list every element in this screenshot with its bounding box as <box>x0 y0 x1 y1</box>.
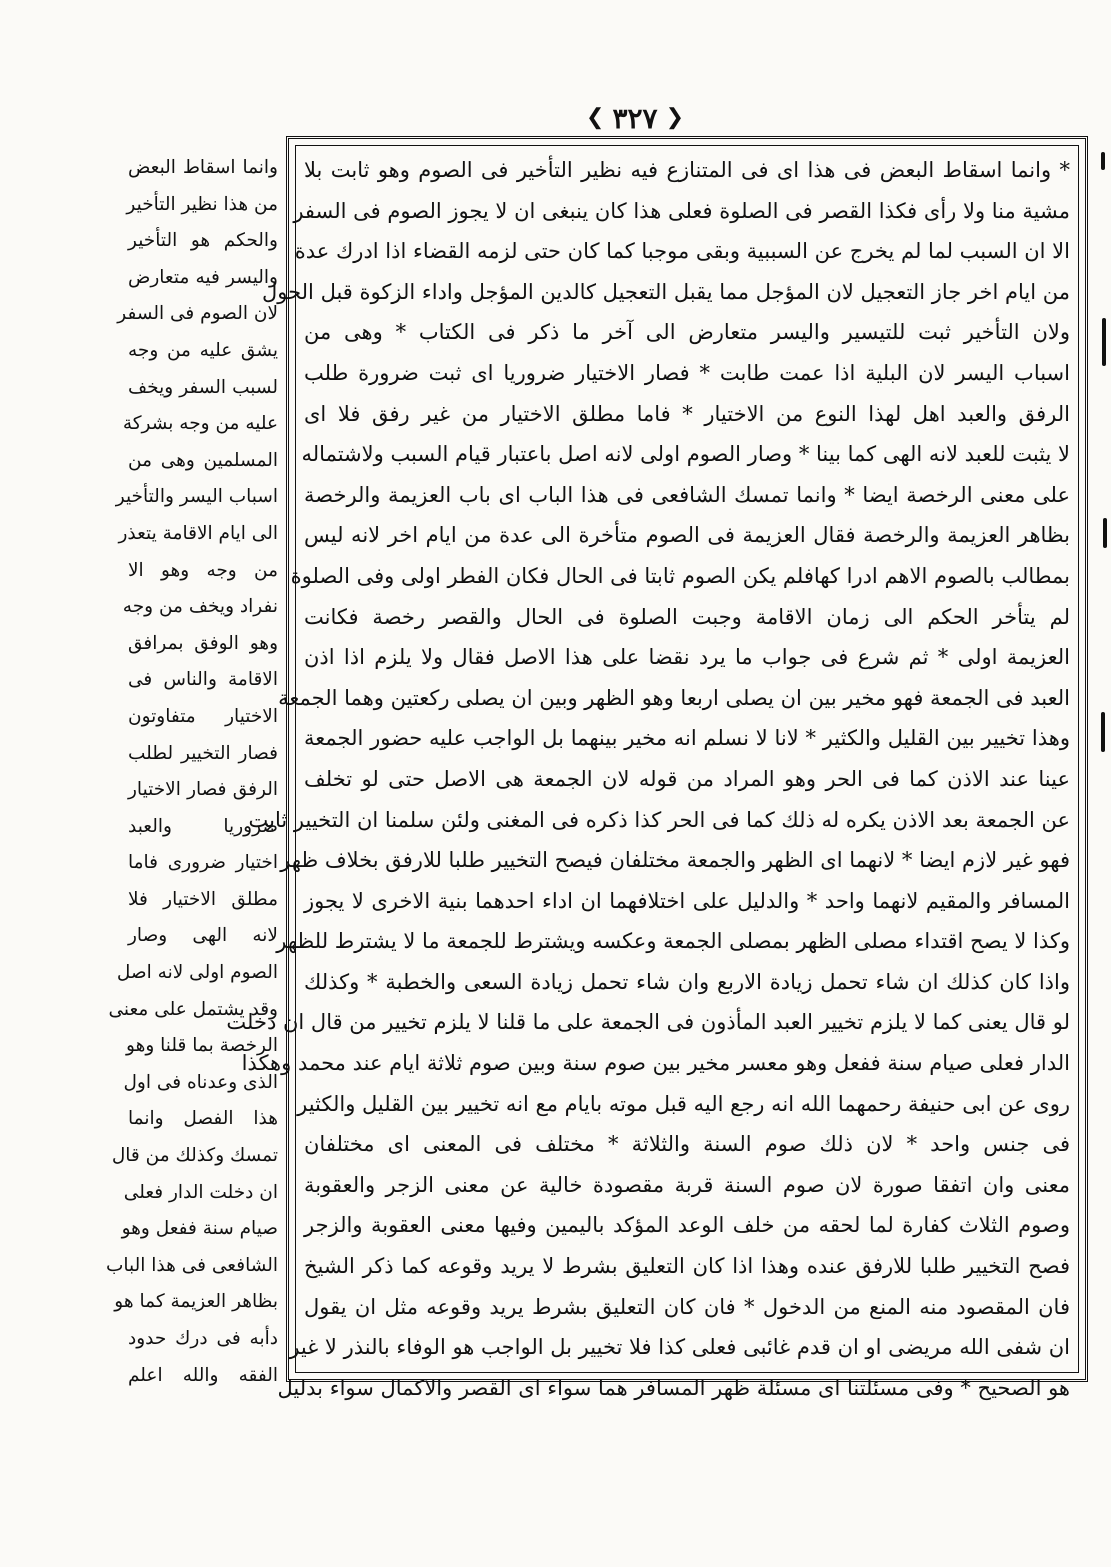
main-text-line: فان المقصود منه المنع من الدخول * فان كان التعليق بشرط يريد وقوعه مثل ان يقول <box>304 1294 1070 1319</box>
ornament-left-icon: ❮ <box>586 105 605 130</box>
main-text-line: من ايام اخر جاز التعجيل لان المؤجل مما يقبل التعجيل كالدين المؤجل واداء الزكوة قبل الحول <box>262 279 1070 304</box>
page-number: ٣٢٧ <box>612 101 658 135</box>
side-text-line: دأبه فى درك حدود <box>128 1328 278 1349</box>
right-edge-mark <box>1101 712 1105 752</box>
side-text-line: اختيار ضرورى فاما <box>128 852 278 874</box>
side-text-line: فصار التخيير لطلب <box>128 742 278 764</box>
side-text-line: ضروريا والعبد <box>128 815 278 837</box>
main-text-line: * وانما اسقاط البعض فى هذا اى فى المتنازع فيه نظير التأخير فى الصوم وهو ثابت بلا <box>304 158 1070 182</box>
main-text-line: الا ان السبب لما لم يخرج عن السببية وبقى موجبا كما كان حتى لزمه القضاء اذا ادرك عدة <box>294 239 1070 264</box>
main-text-line: وصوم الثلاث كفارة لما لحقه من خلف الوعد المؤكد باليمين وفيها معنى العقوبة والزجر <box>304 1213 1070 1238</box>
right-edge-mark <box>1102 318 1106 366</box>
side-text-line: ان دخلت الدار فعلى <box>123 1181 278 1203</box>
main-text-line: فى جنس واحد * لان ذلك صوم السنة والثلاثة * مختلف فى المعنى اى مختلفان <box>304 1132 1070 1157</box>
side-text-line: واليسر فيه متعارض <box>128 266 278 288</box>
main-text-line: المسافر والمقيم لانهما واحد * والدليل على اختلافهما ان اداء احدهما بنية الاخرى لا يجوز <box>304 888 1070 913</box>
main-text-line: فهو غير لازم ايضا * لانهما اى الظهر والجمعة مختلفان فيصح التخيير طلبا للارفق بخلاف ظهر <box>280 848 1070 873</box>
side-text-line: الفقه والله اعلم <box>128 1364 278 1386</box>
side-text-line: وقد يشتمل على معنى <box>108 998 278 1020</box>
side-text-line: الى ايام الاقامة يتعذر <box>118 522 278 544</box>
side-commentary-block <box>105 150 278 1450</box>
page-number-header <box>560 98 710 138</box>
main-text-line: العزيمة اولى * ثم شرع فى جواب ما يرد نقضا على هذا الاصل فقال ولا يلزم اذا اذن <box>304 645 1070 670</box>
side-text-line: الشافعى فى هذا الباب <box>105 1254 278 1276</box>
main-text-line: لم يتأخر الحكم الى زمان الاقامة وجبت الصلوة فى الحال والقصر رخصة فكانت <box>304 604 1070 629</box>
main-text-line: هو الصحيح * وفى مسئلتنا اى مسئلة ظهر المسافر هما سواء اى القصر والاكمال سواء بدليل <box>277 1375 1070 1400</box>
ornament-right-icon: ❯ <box>665 105 684 130</box>
main-text-line: عن الجمعة بعد الاذن يكره له ذلك كما فى الحر كذا ذكره فى المغنى ولئن سلمنا ان التخيير ثابت <box>248 807 1070 832</box>
side-text-line: الرفق فصار الاختيار <box>128 779 278 801</box>
main-text-line: وهذا تخيير بين القليل والكثير * لانا لا نسلم انه مخير بينهما بل الواجب عليه حضور الجمعة <box>304 726 1070 751</box>
side-text-line: تمسك وكذلك من قال <box>111 1145 278 1167</box>
side-text-line: الصوم اولى لانه اصل <box>116 962 278 984</box>
main-text-line: عينا عند الاذن كما فى الحر وهو المراد من قوله لان الجمعة هى الاصل حتى لو تخلف <box>304 766 1070 791</box>
side-text-line: لان الصوم فى السفر <box>117 303 278 325</box>
side-text-line: لانه الهى وصار <box>128 925 278 947</box>
side-text-line: صيام سنة ففعل وهو <box>121 1218 278 1240</box>
main-text-line: اسباب اليسر لان البلية اذا عمت طابت * فصار الاختيار ضروريا اى ثبت ضرورة طلب <box>304 360 1070 385</box>
side-text-line: المسلمين وهى من <box>128 449 278 471</box>
side-text-line: الرخصة بما قلنا وهو <box>126 1035 278 1057</box>
main-text-line: الدار فعلى صيام سنة ففعل وهو معسر مخير بين صوم سنة وبين صوم ثلاثة ايام عند محمد وهكذا <box>241 1051 1070 1076</box>
main-text-line: على معنى الرخصة ايضا * وانما تمسك الشافعى فى هذا الباب اى باب العزيمة والرخصة <box>304 482 1070 507</box>
main-text-line: فصح التخيير طلبا للارفق عنده وهذا اذا كان التعليق بشرط لا يريد وقوعه كما ذكر الشيخ <box>304 1254 1070 1279</box>
side-text-line: وهو الوفق بمرافق <box>128 632 278 654</box>
side-text-line: مطلق الاختيار فلا <box>128 888 278 910</box>
main-text-line: ان شفى الله مريضى او ان قدم غائبى فعلى كذا فلا تخيير بل الواجب هو الوفاء بالنذر لا غير <box>289 1335 1070 1360</box>
main-text-line: معنى وان اتفقا صورة لان صوم السنة قربة مقصودة خالية عن معنى الزجر والعقوبة <box>304 1172 1070 1197</box>
right-edge-mark <box>1103 518 1107 548</box>
side-text-line: اسباب اليسر والتأخير <box>115 486 278 508</box>
main-text-line: ولان التأخير ثبت للتيسير واليسر متعارض الى آخر ما ذكر فى الكتاب * وهى من <box>304 320 1070 345</box>
side-text-line: الاقامة والناس فى <box>128 669 278 691</box>
side-text-line: يشق عليه من وجه <box>128 339 278 361</box>
right-edge-mark <box>1101 152 1105 170</box>
side-text-line: من هذا نظير التأخير <box>126 193 278 215</box>
side-text-line: بظاهر العزيمة كما هو <box>114 1291 278 1313</box>
main-text-line: بظاهر العزيمة والرخصة فقال العزيمة فى الصوم متأخرة الى عدة من ايام اخر لانه ليس <box>304 523 1070 548</box>
main-text-block <box>226 150 1070 1400</box>
main-text-line: العبد فى الجمعة فهو مخير بين ان يصلى اربعا وهو الظهر وبين ان يصلى ركعتين وهما الجمعة <box>278 685 1070 710</box>
side-text-line: من وجه وهو الا <box>128 559 278 581</box>
side-text-line: هذا الفصل وانما <box>128 1108 278 1130</box>
side-text-line: الاختيار متفاوتون <box>128 705 278 727</box>
main-text-line: الرفق والعبد اهل لهذا النوع من الاختيار * فاما مطلق الاختيار من غير رفق فلا اى <box>304 401 1070 426</box>
main-text-line: وكذا لا يصح اقتداء مصلى الظهر بمصلى الجمعة وعكسه ويشترط للجمعة ما لا يشترط للظهر <box>276 929 1070 954</box>
main-text-line: مشية منا ولا رأى فكذا القصر فى الصلوة فعلى هذا كان ينبغى ان لا يجوز الصوم فى السفر <box>293 198 1070 223</box>
main-text-line: واذا كان كذلك ان شاء تحمل زيادة الاربع وان شاء تحمل زيادة السعى والخطبة * وكذلك <box>304 969 1070 994</box>
main-text-line: بمطالب بالصوم الاهم ادرا كهافلم يكن الصوم ثابتا فى الحال فكان الفطر اولى وفى الصلوة <box>290 563 1070 588</box>
side-text-line: نفراد ويخف من وجه <box>122 596 278 618</box>
main-text-line: روى عن ابى حنيفة رحمهما الله انه رجع اليه قبل موته بايام مع انه تخيير بين القليل والكثير <box>297 1091 1070 1116</box>
side-text-line: لسبب السفر ويخف <box>128 376 278 398</box>
side-text-line: عليه من وجه بشركة <box>122 413 278 435</box>
side-text-line: وانما اسقاط البعض <box>128 157 278 178</box>
side-text-line: الذى وعدناه فى اول <box>123 1071 278 1093</box>
side-text-line: والحكم هو التأخير <box>128 230 278 252</box>
main-text-line: لو قال يعنى كما لا يلزم تخيير العبد المأذون فى الجمعة على ما قلنا لا يلزم تخيير من قال ان دخلت <box>226 1010 1070 1035</box>
main-text-line: لا يثبت للعبد لانه الهى كما بينا * وصار الصوم اولى لانه اصل باعتبار قيام السبب ولاشتماله <box>301 442 1070 467</box>
